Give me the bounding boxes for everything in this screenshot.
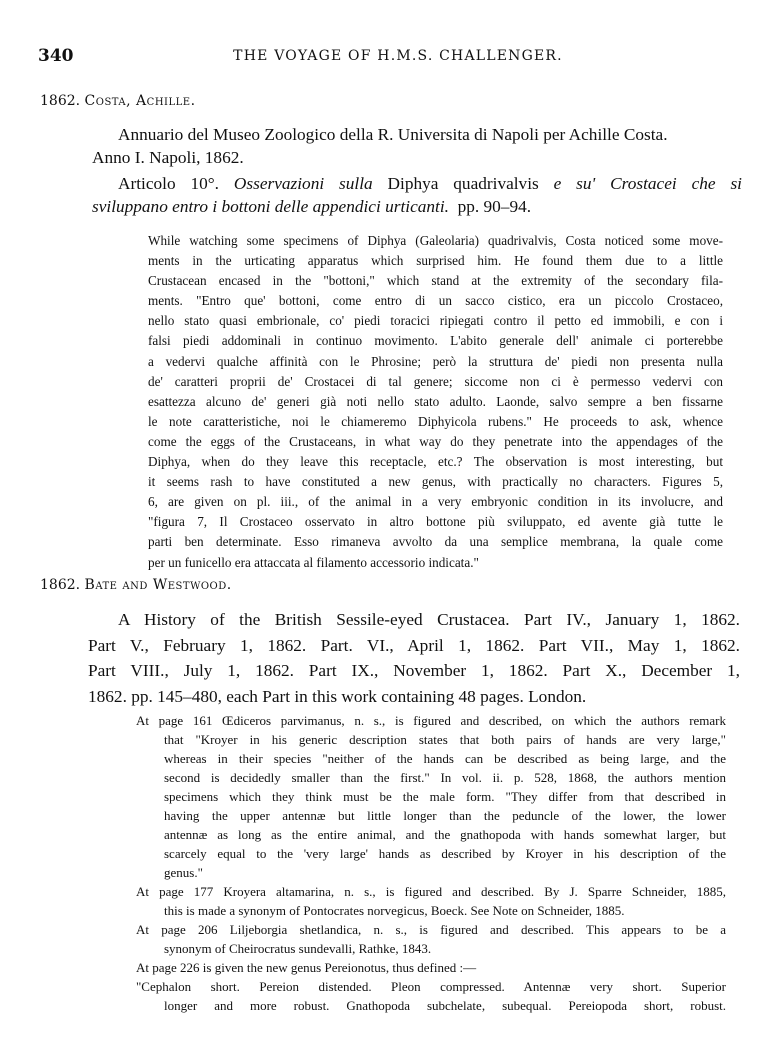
note-line: that "Kroyer in his generic description states that both pairs of hands are very large," [164, 732, 726, 747]
article-species: Diphya quadrivalvis [387, 174, 539, 193]
note-line: At page 226 is given the new genus Pereionotus, thus defined :— [136, 960, 477, 975]
summary-costa [148, 231, 723, 573]
title-line: Anno I. Napoli, 1862. [92, 148, 244, 167]
note-line: whereas in their species "neither of the hands can be described as being large, and the [164, 751, 726, 766]
summary-line: de' caratteri proprii de' Crostacei di tal genere; siccome non ci è permesso vedervi con [148, 373, 723, 389]
entry-year: 1862. [40, 93, 81, 109]
article-italic: Osservazioni sulla [233, 174, 373, 193]
note-line: having the upper antennæ but little longer than the peduncle of the lower, the lower [164, 808, 726, 823]
summary-line: a vedervi qualche affinità con le Phrosine; però la struttura de' piedi non presenta nulla [148, 353, 723, 369]
note-line: antennæ as long as the entire animal, and the gnathopoda with hands somewhat larger, but [164, 827, 726, 842]
summary-line: ments. "Entro que' bottoni, come entro di un sacco cistico, era un piccolo Crostaceo, [148, 293, 723, 309]
page-header [38, 46, 758, 68]
running-title: THE VOYAGE OF H.M.S. CHALLENGER. [233, 48, 563, 64]
article-label: Articolo 10°. [118, 174, 219, 193]
summary-line: per un funicello era attaccata al filamento accessorio indicata." [148, 554, 479, 570]
title-line: 1862. pp. 145–480, each Part in this work containing 48 pages. London. [88, 686, 587, 706]
title-line: Annuario del Museo Zoologico della R. Universita di Napoli per Achille Costa. [118, 125, 668, 144]
entry-title-costa [92, 123, 742, 169]
summary-line: While watching some specimens of Diphya (Galeolaria) quadrivalvis, Costa noticed some move- [148, 233, 723, 248]
summary-line: it seems rash to have constituted a new genus, with practically no characters. Figures 5, [148, 474, 723, 490]
summary-line: esattezza alcuno de' generi già noti nello stato adulto. Laonde, salvo sempre a ben fissarne [148, 393, 723, 409]
entry-heading-bate [40, 577, 232, 593]
summary-line: "figura 7, Il Crostaceo osservato in altro bottone più sviluppato, ed avente già tutte le [148, 514, 723, 530]
article-italic: sviluppano entro i bottoni delle appendici urticanti. [92, 197, 449, 216]
entry-title-bate [88, 607, 740, 709]
article-line [92, 172, 742, 195]
article-italic: e su' Crostacei che si [553, 174, 742, 193]
summary-line: ments in the urticating apparatus which surprised him. He found them due to a little [148, 253, 723, 269]
article-line [92, 195, 742, 218]
note-line: synonym of Cheirocratus sundevalli, Rathke, 1843. [164, 941, 432, 956]
entry-heading-costa [40, 93, 196, 109]
note-line: longer and more robust. Gnathopoda subchelate, subequal. Pereiopoda short, robust. [164, 998, 726, 1013]
summary-line: nello stato quasi embrionale, co' piedi toracici ripiegati contro il petto ed immobili, e con i [148, 313, 723, 329]
summary-line: falsi piedi addominali in continuo movimento. L'abito generale dell' animale ci porterebbe [148, 333, 723, 349]
summary-line: Diphya, when do they leave this receptacle, etc.? The observation is most interesting, but [148, 454, 723, 470]
entry-article-costa [92, 172, 742, 218]
notes-bate [136, 711, 726, 1015]
entry-year: 1862. [40, 577, 81, 593]
title-line: Part V., February 1, 1862. Part. VI., April 1, 1862. Part VII., May 1, 1862. [88, 635, 740, 655]
note-line: At page 206 Liljeborgia shetlandica, n. s., is figured and described. This appears to be a [136, 922, 726, 937]
note-line: specimens which they think must be the male form. "They differ from that described in [164, 789, 726, 804]
note-line: At page 177 Kroyera altamarina, n. s., is figured and described. By J. Sparre Schneider, 1885, [136, 884, 726, 899]
title-line: A History of the British Sessile-eyed Crustacea. Part IV., January 1, 1862. [118, 610, 740, 629]
article-pages: pp. 90–94. [457, 197, 532, 216]
note-line: "Cephalon short. Pereion distended. Pleon compressed. Antennæ very short. Superior [136, 979, 726, 994]
entry-author: Bate and Westwood. [84, 577, 232, 593]
summary-line: le note caratteristiche, noi le chiameremo Diphyicola rubens." He proceeds to ask, whence [148, 413, 723, 429]
note-line: second is decidedly smaller than the first." In vol. ii. p. 528, 1868, the authors mention [164, 770, 726, 785]
summary-line: Crustacean encased in the "bottoni," which stand at the extremity of the secondary fila- [148, 273, 723, 289]
summary-line: come the eggs of the Crustaceans, in what way do they penetrate into the appendages of the [148, 433, 723, 449]
summary-line: parti ben determinate. Esso rimaneva avvolto da una semplice membrana, la quale come [148, 534, 723, 550]
page-number: 340 [38, 46, 74, 66]
summary-line: 6, are given on pl. iii., of the animal in a very embryonic condition in its involucre, and [148, 494, 723, 510]
note-line: genus." [164, 865, 203, 880]
entry-author: Costa, Achille. [84, 93, 196, 109]
note-line: this is made a synonym of Pontocrates norvegicus, Boeck. See Note on Schneider, 1885. [164, 903, 625, 918]
note-line: scarcely equal to the 'very large' hands as described by Kroyer in his description of the [164, 846, 726, 861]
note-line: At page 161 Œdiceros parvimanus, n. s., is figured and described, on which the authors remark [136, 713, 726, 728]
title-line: Part VIII., July 1, 1862. Part IX., November 1, 1862. Part X., December 1, [88, 661, 740, 680]
